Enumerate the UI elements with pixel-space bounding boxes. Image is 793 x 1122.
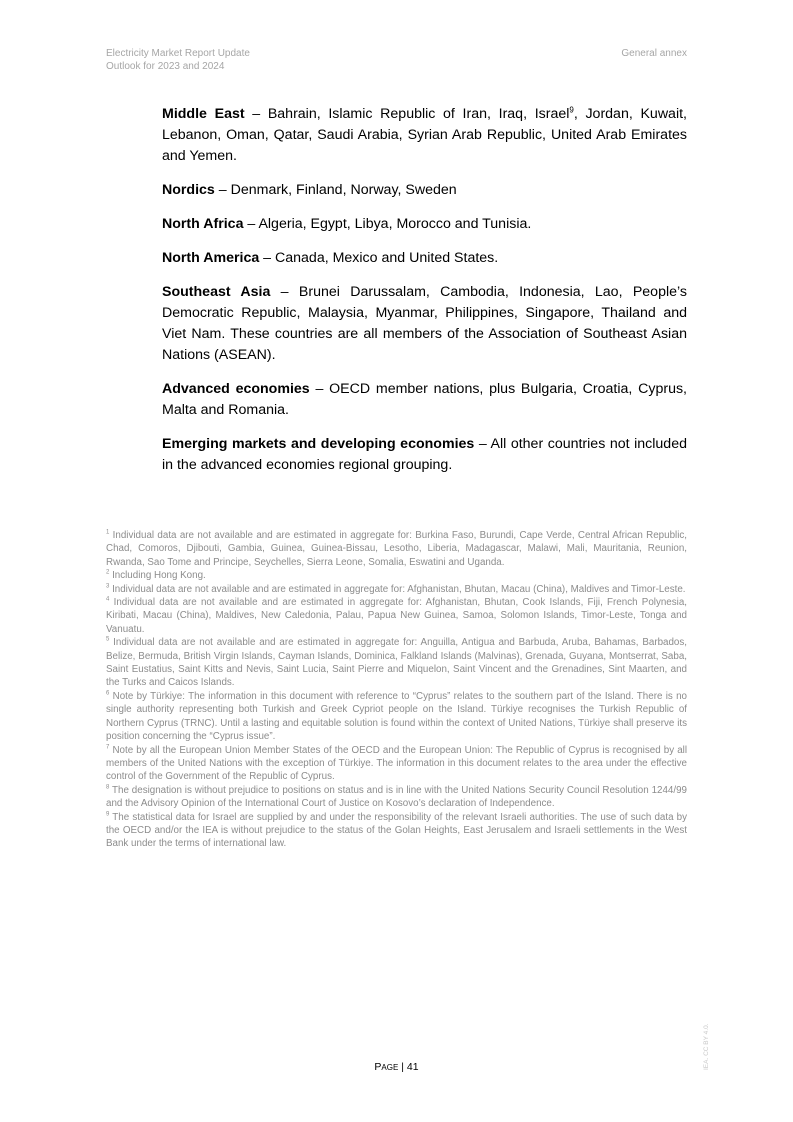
footnote-text: Including Hong Kong. [109, 570, 206, 582]
footnote-number: 8 [106, 784, 110, 791]
footnote [106, 811, 687, 851]
definition-north-africa [162, 214, 687, 235]
term: Middle East [162, 106, 245, 122]
footnote-text: Individual data are not available and are estimated in aggregate for: Burkina Faso, Burundi, Cape Verde, Central African Republic, Chad, Comoros, Djibouti, Gambia, Guinea, Guinea-Bissau, Lesotho, Liberia, Madagascar, Malawi, Mali, Mauritania, Reunion, Rwanda, Sao Tome and Principe, Seychelles, Sierra Leone, Somalia, Eswatini and Uganda. [106, 530, 687, 568]
term: Advanced economies [162, 381, 310, 397]
definition-text: – OECD member nations, plus Bulgaria, Croatia, Cyprus, Malta and Romania. [162, 381, 688, 418]
footnote-text: Individual data are not available and are estimated in aggregate for: Anguilla, Antigua and Barbuda, Aruba, Bahamas, Barbados, Belize, Bermuda, British Virgin Islands, Cayman Islands, Dominica, Falkland Islands (Malvinas), Grenada, Guyana, Montserrat, Saba, Saint Eustatius, Saint Kitts and Nevis, Saint Lucia, Saint Pierre and Miquelon, Saint Vincent and the Grenadines, Sint Maarten, and the Turks and Caicos Islands. [106, 637, 687, 689]
footnote-text: Note by all the European Union Member States of the OECD and the European Union: The Republic of Cyprus is recognised by all members of the United Nations with the exception of Türkiye. The information in this document relates to the area under the effective control of the Government of the Republic of Cyprus. [106, 744, 687, 783]
footnote [106, 596, 687, 636]
report-title: Electricity Market Report Update [106, 48, 250, 59]
term: North America [162, 250, 260, 266]
running-header-right: General annex [621, 48, 687, 59]
footnote-text: Note by Türkiye: The information in this document with reference to “Cyprus” relates to the southern part of the Island. There is no single authority representing both Turkish and Greek Cypriot people on the Island. Türkiye recognises the Turkish Republic of Northern Cyprus (TRNC). Until a lasting and equitable solution is found within the context of United Nations, Türkiye shall preserve its position concerning the “Cyprus issue”. [106, 690, 687, 743]
footnote-number: 5 [106, 636, 110, 643]
running-header-left [106, 47, 250, 73]
footnote [106, 636, 687, 690]
footnote-number: 9 [106, 811, 110, 818]
footnote-text: The statistical data for Israel are supplied by and under the responsibility of the relevant Israeli authorities. The use of such data by the OECD and/or the IEA is without prejudice to the status of the Golan Heights, East Jerusalem and Israeli settlements in the West Bank under the terms of international law. [106, 811, 687, 850]
definition-text: – Algeria, Egypt, Libya, Morocco and Tunisia. [243, 216, 532, 232]
page-separator: | [398, 1061, 407, 1073]
definition-text: – Brunei Darussalam, Cambodia, Indonesia, Lao, People’s Democratic Republic, Malaysia, Myanmar, Philippines, Singapore, Thailand and Viet Nam. These countries are all members of the Association of Southeast Asian Nations (ASEAN). [162, 284, 687, 363]
definition-advanced-economies [162, 379, 687, 421]
report-subtitle: Outlook for 2023 and 2024 [106, 61, 225, 72]
definition-text: – Denmark, Finland, Norway, Sweden [214, 182, 457, 198]
term: Emerging markets and developing economies [162, 436, 475, 452]
definition-text: – All other countries not included in the advanced economies regional grouping. [162, 436, 687, 473]
definition-middle-east [162, 104, 687, 167]
footnote-number: 1 [106, 529, 110, 536]
definition-text: , Jordan, Kuwait, Lebanon, Oman, Qatar, Saudi Arabia, Syrian Arab Republic, United Arab Emirates and Yemen. [162, 106, 687, 164]
term: Nordics [162, 182, 215, 198]
page-number: 41 [406, 1061, 419, 1073]
definition-north-america [162, 248, 687, 269]
footnote [106, 583, 687, 596]
footnote [106, 690, 687, 744]
page-word-initial: P [374, 1061, 382, 1073]
definition-nordics [162, 180, 687, 201]
footnote-number: 4 [106, 596, 110, 603]
region-definitions [162, 104, 687, 489]
term: Southeast Asia [162, 284, 271, 300]
footnote [106, 529, 687, 569]
footnote [106, 569, 687, 582]
footnote-number: 2 [106, 569, 110, 576]
footnote-text: Individual data are not available and are estimated in aggregate for: Afghanistan, Bhutan, Macau (China), Maldives and Timor-Leste. [109, 583, 686, 595]
footnote-ref: 9 [569, 105, 574, 115]
license-label: IEA. CC BY 4.0. [703, 1023, 710, 1070]
term: North Africa [162, 216, 244, 232]
footnote [106, 744, 687, 784]
page-footer [0, 1061, 793, 1073]
footnote-number: 6 [106, 690, 110, 697]
footnote-number: 7 [106, 744, 110, 751]
footnote-text: Individual data are not available and are estimated in aggregate for: Afghanistan, Bhutan, Cook Islands, Fiji, French Polynesia, Kiribati, Macau (China), Maldives, New Caledonia, Palau, Papua New Guinea, Samoa, Solomon Islands, Timor-Leste, Tonga and Vanuatu. [106, 597, 687, 635]
footnote [106, 784, 687, 811]
footnotes [106, 529, 687, 851]
definition-emerging-markets [162, 434, 687, 476]
footnote-text: The designation is without prejudice to positions on status and is in line with the United Nations Security Council Resolution 1244/99 and the Advisory Opinion of the International Court of Justice on Kosovo’s declaration of Independence. [106, 784, 687, 810]
definition-southeast-asia [162, 282, 687, 366]
page-word-rest: AGE [381, 1063, 399, 1072]
definition-text: – Canada, Mexico and United States. [259, 250, 499, 266]
footnote-number: 3 [106, 583, 110, 590]
definition-text: – Bahrain, Islamic Republic of Iran, Iraq, Israel [244, 106, 570, 122]
